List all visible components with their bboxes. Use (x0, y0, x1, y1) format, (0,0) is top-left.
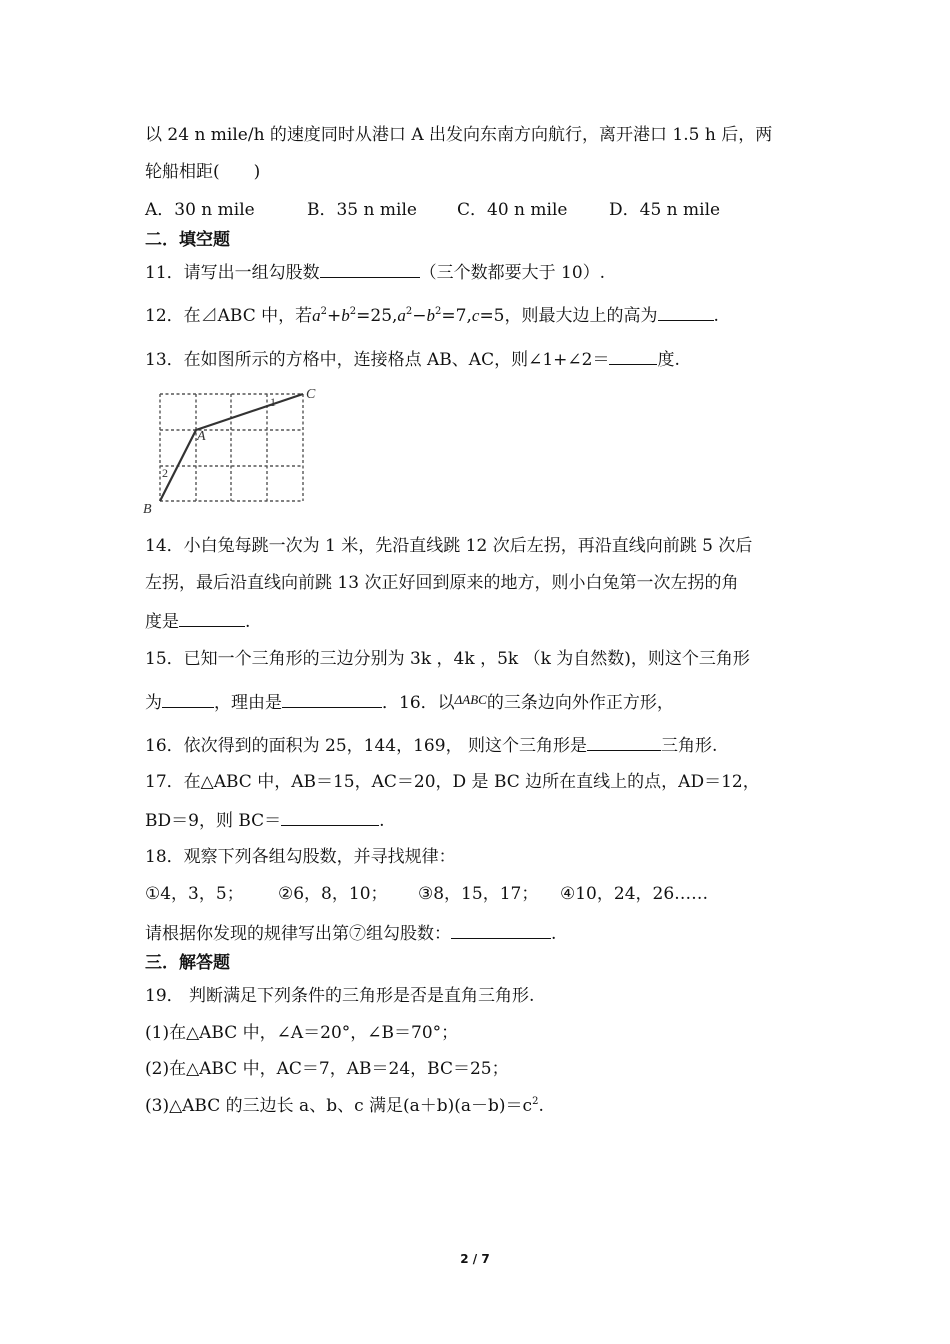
q12-var-a: a (312, 306, 321, 325)
label-a: A (197, 429, 206, 444)
grid-figure (140, 382, 330, 522)
q18-group-3: ③8，15，17； (418, 884, 539, 904)
label-b: B (143, 502, 152, 517)
q10-option-a: A．30 n mile (145, 200, 255, 220)
q15-line2-end: 的三条边向外作正方形， (486, 693, 674, 713)
q17-line2 (145, 808, 385, 832)
q11-post: （三个数都要大于 10）. (419, 263, 606, 283)
q12-eq3: =5 (479, 306, 505, 326)
q18-group-2: ②6，8，10； (278, 884, 388, 904)
q17-line2-pre: BD＝9，则 BC＝ (145, 811, 282, 831)
q13 (145, 347, 680, 371)
q18-line3 (145, 921, 556, 945)
q12-var-c: c (471, 306, 480, 325)
q12-eq2: =7, (441, 306, 472, 326)
q12-var-a: a (397, 306, 406, 325)
q12-exp: 2 (320, 306, 328, 317)
q15-line2-pre: 为 (145, 693, 162, 713)
q18-groups (145, 883, 708, 905)
q15-triangle-abc: ΔABC (454, 692, 487, 707)
grid-lines (160, 394, 303, 501)
q18-line3-post: . (551, 924, 557, 944)
q11 (145, 260, 605, 284)
q14-line3 (145, 609, 250, 633)
q14-line3-pre: 度是 (145, 612, 179, 632)
q13-blank (609, 347, 657, 365)
q19-stem: 19． 判断满足下列条件的三角形是否是直角三角形. (145, 986, 535, 1006)
q16-blank (587, 733, 661, 751)
q19-part-3-post: . (538, 1096, 544, 1116)
q12-mid: ，则最大边上的高为 (504, 306, 658, 326)
q15-line2 (145, 689, 674, 714)
q18-blank (451, 921, 551, 939)
q19-part-3 (145, 1095, 544, 1117)
q11-blank (320, 260, 420, 278)
q12-pre: 12．在⊿ABC 中，若 (145, 306, 313, 326)
q17-line2-post: . (379, 811, 385, 831)
q16 (145, 733, 717, 757)
q12-exp: 2 (349, 306, 357, 317)
q19-part-3-exp: 2 (532, 1096, 539, 1107)
q12-minus: − (412, 306, 427, 326)
q18-group-4: ④10，24，26…… (560, 884, 709, 904)
q17-blank (281, 808, 379, 826)
label-angle-1: 1 (270, 395, 276, 409)
q12-exp: 2 (405, 306, 413, 317)
q10-option-d: D．45 n mile (609, 200, 721, 220)
q16-post: 三角形. (660, 736, 718, 756)
q18-line3-pre: 请根据你发现的规律写出第⑦组勾股数： (145, 924, 451, 944)
q12 (145, 303, 719, 327)
q15-line1: 15．已知一个三角形的三边分别为 3k ，4k ，5k （k 为自然数)，则这个三角形 (145, 649, 750, 669)
q19-part-1: (1)在△ABC 中，∠A＝20°，∠B＝70°； (145, 1023, 459, 1043)
q12-var-b: b (341, 306, 350, 325)
q18-group-1: ①4，3，5； (145, 884, 244, 904)
q15-line2-mid: ，理由是 (214, 693, 282, 713)
q15-blank-1 (162, 690, 214, 708)
q12-var-b: b (426, 306, 436, 325)
q14-line3-post: . (245, 612, 251, 632)
q12-blank (658, 303, 714, 321)
label-angle-2: 2 (162, 466, 168, 480)
q10-line2: 轮船相距( ) (145, 162, 261, 182)
q19-part-3-pre: (3)△ABC 的三边长 a、b、c 满足(a＋b)(a－b)＝c (145, 1096, 533, 1116)
q12-exp: 2 (435, 306, 442, 317)
q18-line1: 18．观察下列各组勾股数，并寻找规律： (145, 847, 456, 867)
q11-pre: 11．请写出一组勾股数 (145, 263, 320, 283)
q10-options (145, 199, 720, 221)
q12-eq1: =25, (356, 306, 398, 326)
q12-post: . (713, 306, 719, 326)
q17-line1: 17．在△ABC 中，AB＝15，AC＝20，D 是 BC 边所在直线上的点，AD＝12， (145, 772, 760, 792)
q10-option-c: C．40 n mile (457, 200, 568, 220)
q10-option-b: B．35 n mile (307, 200, 417, 220)
q12-plus: + (327, 306, 342, 326)
page-number: 2 / 7 (460, 1252, 490, 1266)
section-fill-in-heading: 二．填空题 (145, 230, 230, 250)
q10-line1: 以 24 n mile/h 的速度同时从港口 A 出发向东南方向航行，离开港口 1.5 h 后，两 (145, 125, 773, 145)
q13-pre: 13．在如图所示的方格中，连接格点 AB、AC，则∠1+∠2＝ (145, 350, 610, 370)
section-answer-heading: 三．解答题 (145, 953, 230, 973)
q15-blank-2 (282, 690, 382, 708)
q15-line2-post: ．16．以 (382, 693, 455, 713)
q16-pre: 16．依次得到的面积为 25，144，169， 则这个三角形是 (145, 736, 587, 756)
label-c: C (306, 387, 316, 402)
q14-line2: 左拐，最后沿直线向前跳 13 次正好回到原来的地方，则小白兔第一次左拐的角 (145, 573, 739, 593)
q14-blank (179, 609, 245, 627)
q13-post: 度. (657, 350, 680, 370)
q19-part-2: (2)在△ABC 中，AC＝7，AB＝24，BC＝25； (145, 1059, 509, 1079)
q14-line1: 14．小白兔每跳一次为 1 米，先沿直线跳 12 次后左拐，再沿直线向前跳 5 次后 (145, 536, 753, 556)
